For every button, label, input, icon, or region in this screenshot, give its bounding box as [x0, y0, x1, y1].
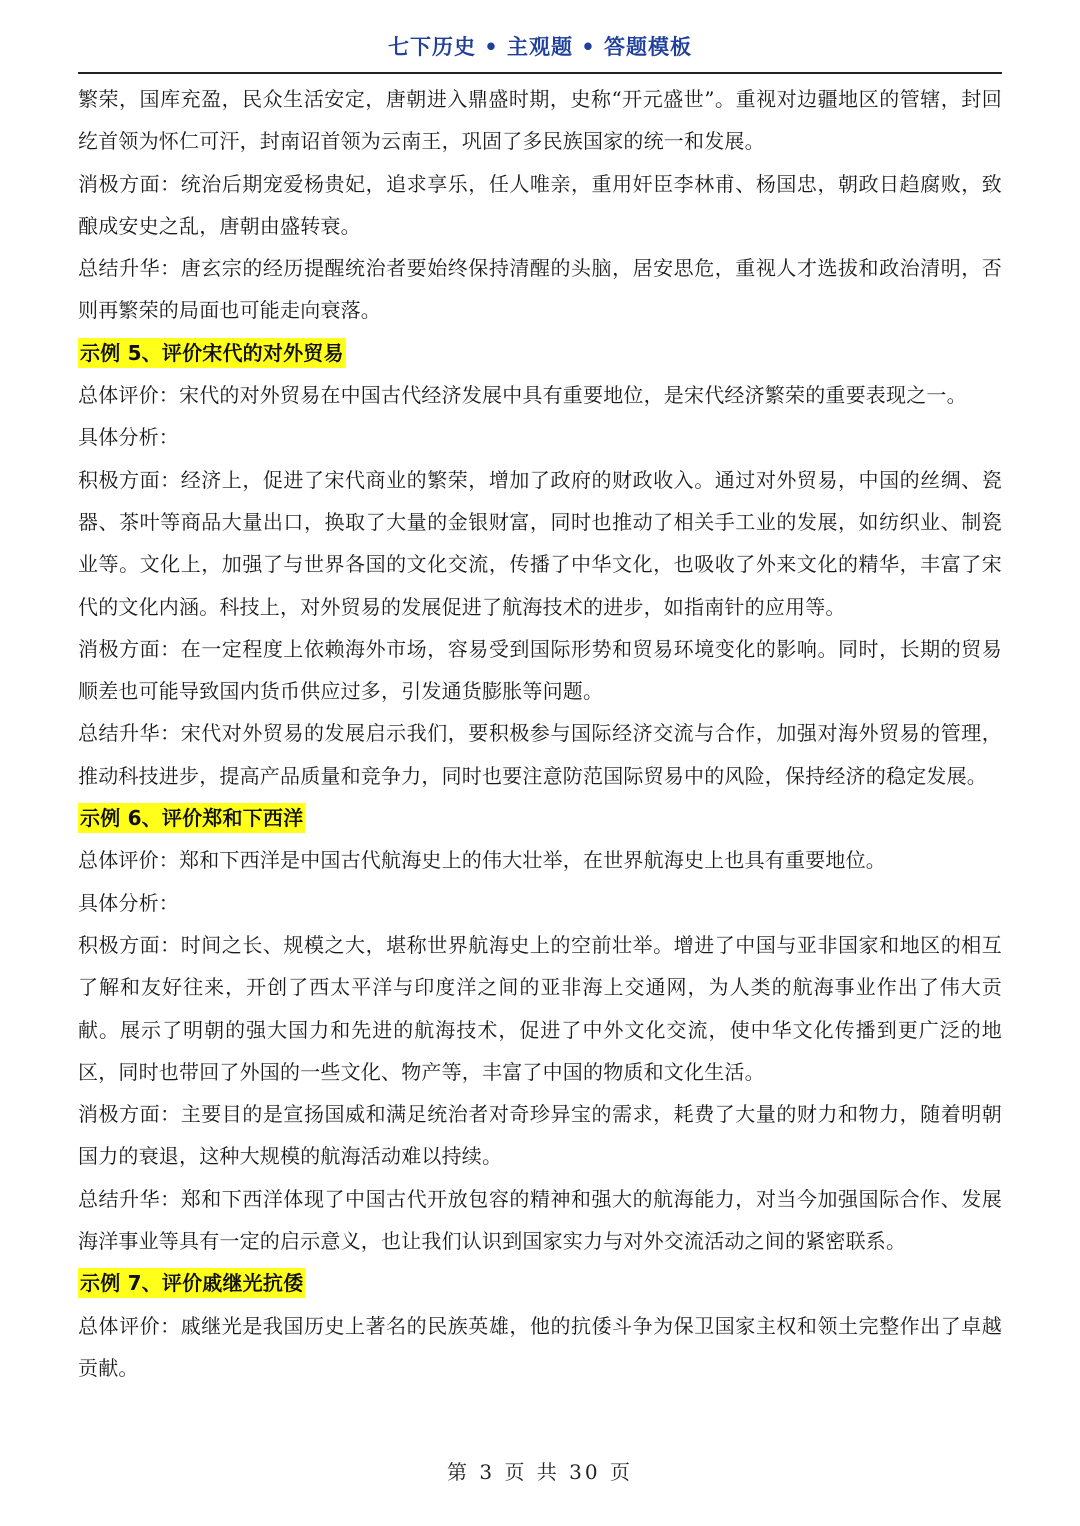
example-heading: [78, 797, 1002, 839]
page-header: [78, 30, 1002, 74]
paragraph: 消极方面：主要目的是宣扬国威和满足统治者对奇珍异宝的需求，耗费了大量的财力和物力，随着明朝国力的衰退，这种大规模的航海活动难以持续。: [78, 1102, 1002, 1169]
example-heading-label: 示例 7、评价戚继光抗倭: [78, 1268, 305, 1298]
paragraph: 总体评价：宋代的对外贸易在中国古代经济发展中具有重要地位，是宋代经济繁荣的重要表现之一。: [78, 383, 967, 408]
document-body: [78, 78, 1002, 1389]
paragraph: 具体分析：: [78, 425, 179, 450]
paragraph: 繁荣，国库充盈，民众生活安定，唐朝进入鼎盛时期，史称“开元盛世”。重视对边疆地区的管辖，封回纥首领为怀仁可汗，封南诏首领为云南王，巩固了多民族国家的统一和发展。: [78, 87, 1002, 154]
example-heading-label: 示例 5、评价宋代的对外贸易: [78, 338, 346, 368]
paragraph: 总体评价：郑和下西洋是中国古代航海史上的伟大壮举，在世界航海史上也具有重要地位。: [78, 848, 886, 873]
paragraph: 总结升华：唐玄宗的经历提醒统治者要始终保持清醒的头脑，居安思危，重视人才选拔和政治清明，否则再繁荣的局面也可能走向衰落。: [78, 256, 1002, 323]
paragraph: 总体评价：戚继光是我国历史上著名的民族英雄，他的抗倭斗争为保卫国家主权和领土完整作出了卓越贡献。: [78, 1313, 1002, 1380]
document-title: 七下历史 • 主观题 • 答题模板: [387, 35, 693, 59]
page-number: 第 3 页 共 30 页: [447, 1460, 633, 1484]
paragraph: 消极方面：统治后期宠爱杨贵妃，追求享乐，任人唯亲，重用奸臣李林甫、杨国忠，朝政日趋腐败，致酿成安史之乱，唐朝由盛转衰。: [78, 171, 1002, 238]
paragraph: 具体分析：: [78, 890, 179, 915]
paragraph: 消极方面：在一定程度上依赖海外市场，容易受到国际形势和贸易环境变化的影响。同时，长期的贸易顺差也可能导致国内货币供应过多，引发通货膨胀等问题。: [78, 636, 1002, 704]
paragraph: 积极方面：经济上，促进了宋代商业的繁荣，增加了政府的财政收入。通过对外贸易，中国的丝绸、瓷器、茶叶等商品大量出口，换取了大量的金银财富，同时也推动了相关手工业的发展，如纺织业、制瓷业等。文化上，加强了与世界各国的文化交流，传播了中华文化，也吸收了外来文化的精华，丰富了宋代的文化内涵。科技上，对外贸易的发展促进了航海技术的进步，如指南针的应用等。: [78, 467, 1002, 619]
example-heading-label: 示例 6、评价郑和下西洋: [78, 803, 305, 833]
paragraph: 总结升华：宋代对外贸易的发展启示我们，要积极参与国际经济交流与合作，加强对海外贸易的管理，推动科技进步，提高产品质量和竞争力，同时也要注意防范国际贸易中的风险，保持经济的稳定发展。: [78, 721, 1002, 788]
example-heading: [78, 1262, 1002, 1304]
example-heading: [78, 332, 1002, 374]
paragraph: 积极方面：时间之长、规模之大，堪称世界航海史上的空前壮举。增进了中国与亚非国家和地区的相互了解和友好往来，开创了西太平洋与印度洋之间的亚非海上交通网，为人类的航海事业作出了伟大贡献。展示了明朝的强大国力和先进的航海技术，促进了中外文化交流，使中华文化传播到更广泛的地区，同时也带回了外国的一些文化、物产等，丰富了中国的物质和文化生活。: [78, 932, 1002, 1084]
paragraph: 总结升华：郑和下西洋体现了中国古代开放包容的精神和强大的航海能力，对当今加强国际合作、发展海洋事业等具有一定的启示意义，也让我们认识到国家实力与对外交流活动之间的紧密联系。: [78, 1186, 1002, 1254]
